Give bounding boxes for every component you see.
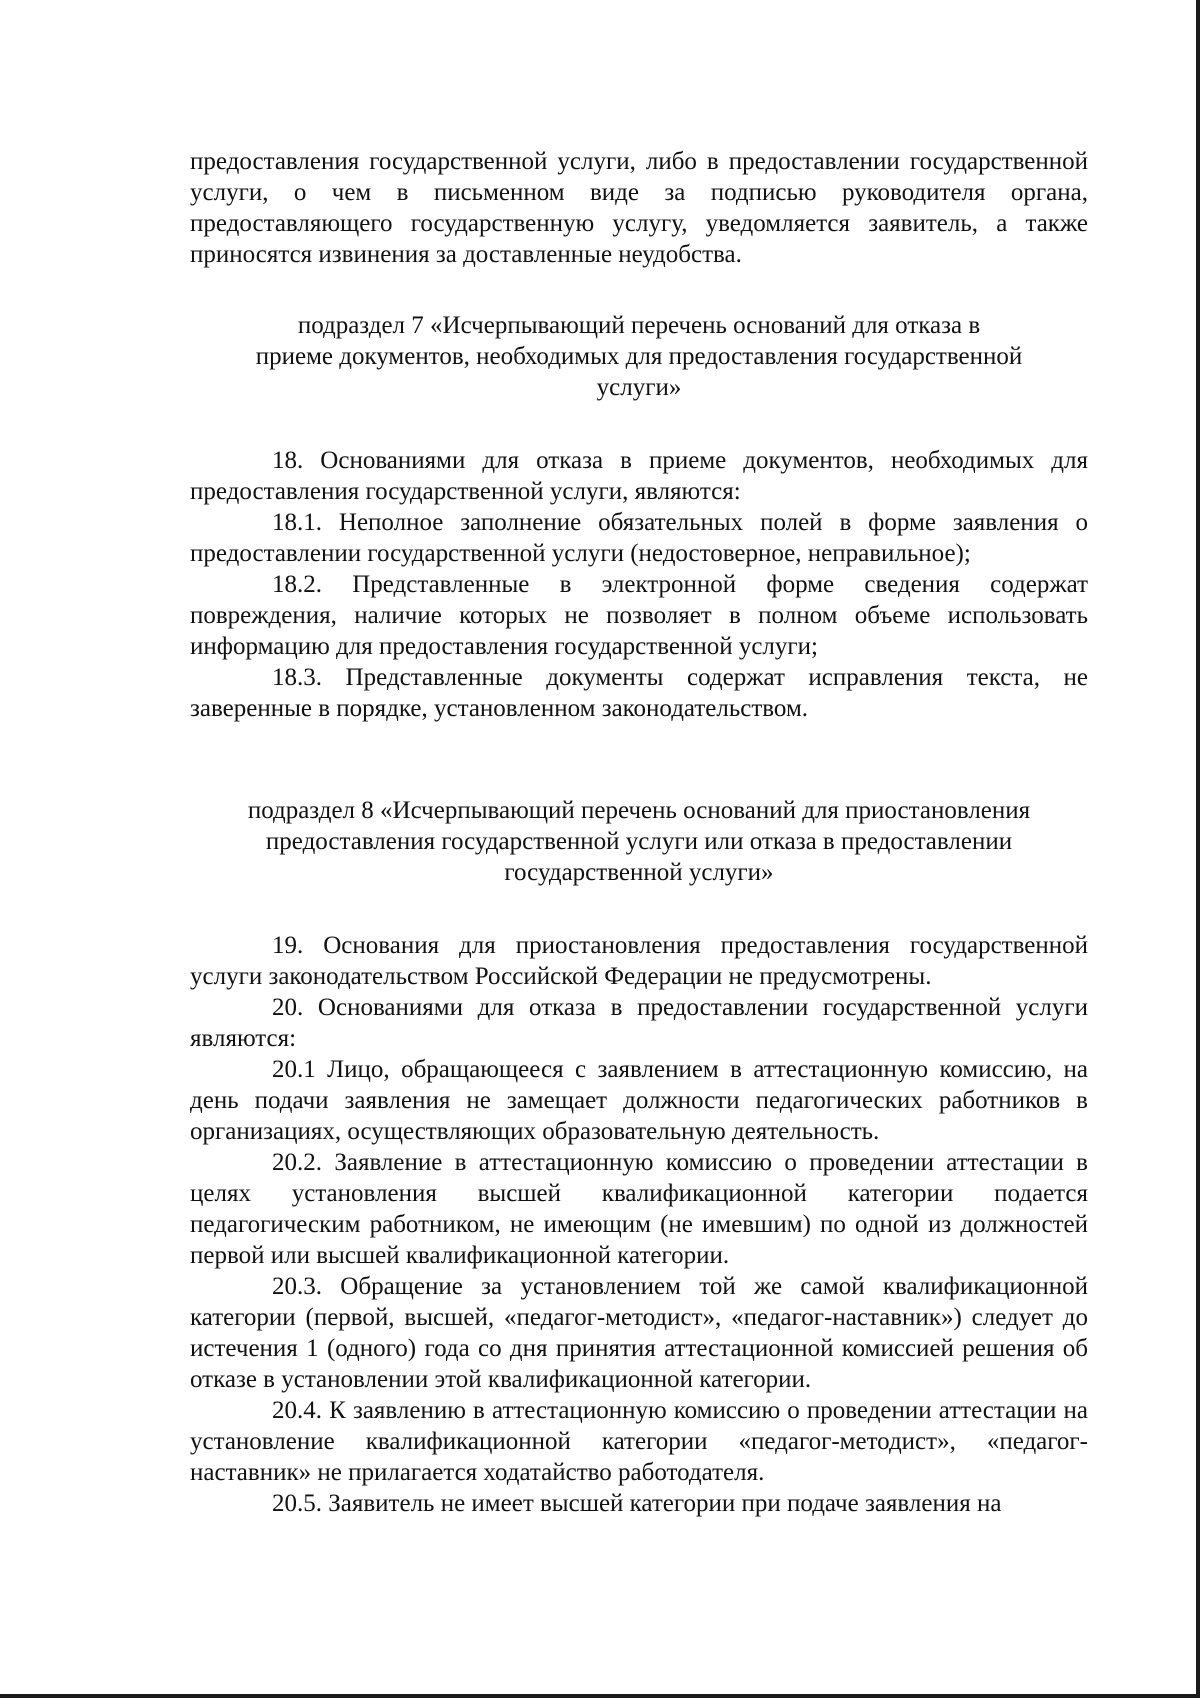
subsection-7-line-3: услуги» (596, 374, 682, 401)
paragraph-20-3: 20.3. Обращение за установлением той же самой квалификационной категории (первой, высшей, «педагог-методист», «педагог-наставник») следует до истечения 1 (одного) года со дня принятия аттестационной комиссией решения об отказе в установлении этой квалификационной категории. (190, 1273, 1088, 1393)
subsection-8-line-1: подраздел 8 «Исчерпывающий перечень оснований для приостановления (247, 797, 1031, 824)
subsection-8-line-2: предоставления государственной услуги или отказа в предоставлении (265, 828, 1013, 855)
paragraph-20-2: 20.2. Заявление в аттестационную комиссию о проведении аттестации в целях установления высшей квалификационной категории подается педагогическим работником, не имеющим (не имевшим) по одной из должностей первой или высшей квалификационной категории. (190, 1149, 1088, 1269)
subsection-7-heading (190, 310, 1088, 403)
subsection-8-heading (190, 795, 1088, 888)
document-body (190, 146, 1088, 1519)
paragraph-18-2: 18.2. Представленные в электронной форме сведения содержат повреждения, наличие которых не позволяет в полном объеме использовать информацию для предоставления государственной услуги; (190, 571, 1088, 660)
paragraph-20: 20. Основаниями для отказа в предоставлении государственной услуги являются: (190, 994, 1088, 1052)
paragraph-18: 18. Основаниями для отказа в приеме документов, необходимых для предоставления государственной услуги, являются: (190, 447, 1088, 505)
paragraph-18-3: 18.3. Представленные документы содержат исправления текста, не заверенные в порядке, установленном законодательством. (190, 664, 1088, 722)
paragraph-20-4: 20.4. К заявлению в аттестационную комиссию о проведении аттестации на установление квалификационной категории «педагог-методист», «педагог-наставник» не прилагается ходатайство работодателя. (190, 1397, 1088, 1486)
paragraph-19: 19. Основания для приостановления предоставления государственной услуги законодательством Российской Федерации не предусмотрены. (190, 932, 1088, 990)
scan-right-edge (1196, 0, 1200, 1698)
paragraph-20-5: 20.5. Заявитель не имеет высшей категории при подаче заявления на (272, 1490, 1002, 1517)
subsection-7-line-2: приеме документов, необходимых для предоставления государственной (255, 343, 1023, 370)
scan-bottom-edge (0, 1694, 1200, 1698)
opening-paragraph: предоставления государственной услуги, либо в предоставлении государственной услуги, о чем в письменном виде за подписью руководителя органа, предоставляющего государственную услугу, уведомляется заявитель, а также приносятся извинения за доставленные неудобства. (190, 148, 1088, 268)
subsection-7-line-1: подраздел 7 «Исчерпывающий перечень оснований для отказа в (297, 312, 981, 339)
paragraph-20-1: 20.1 Лицо, обращающееся с заявлением в аттестационную комиссию, на день подачи заявления не замещает должности педагогических работников в организациях, осуществляющих образовательную деятельность. (190, 1056, 1088, 1145)
subsection-8-line-3: государственной услуги» (504, 859, 774, 886)
paragraph-18-1: 18.1. Неполное заполнение обязательных полей в форме заявления о предоставлении государственной услуги (недостоверное, неправильное); (190, 509, 1088, 567)
